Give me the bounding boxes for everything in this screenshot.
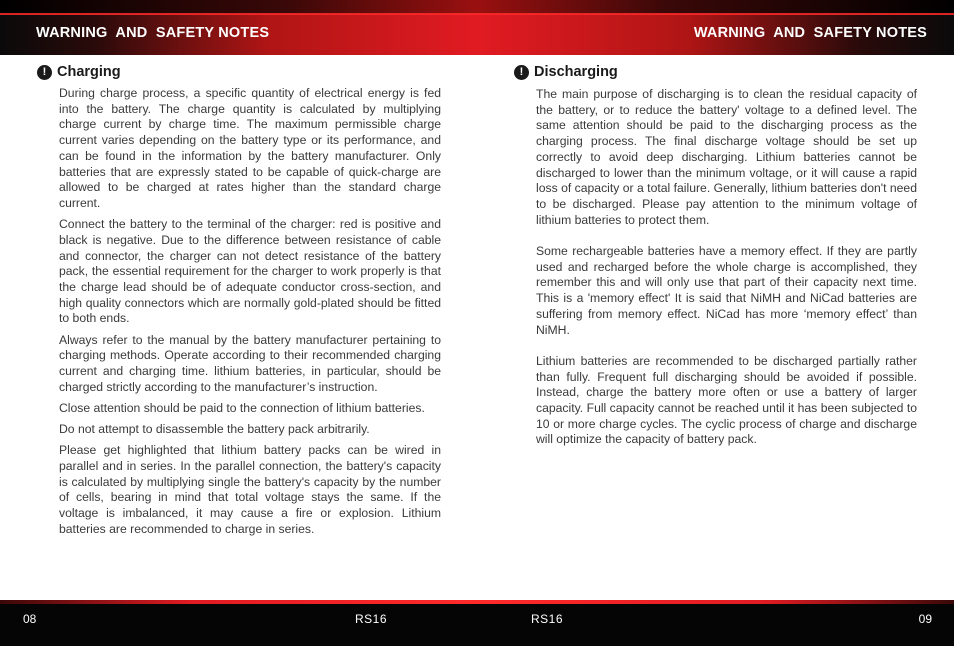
page-header-banner [0,0,954,55]
charging-paragraph: Connect the battery to the terminal of the charger: red is positive and black is negative. Due to the difference between resistance of cable and connector, the charger can not detect resistance of the battery pack, the essential requirement for the charger to work properly is that the charge lead should be of adequate conductor cross-section, and high quality connectors which are normally gold-plated should be fitted to both ends. [59,217,441,326]
right-model-logo: RS16 [531,612,564,626]
discharging-section [536,87,917,464]
page-footer-banner [0,600,954,646]
discharging-paragraph: Lithium batteries are recommended to be discharged partially rather than fully. Frequent full discharging should be avoided if possible. Instead, charge the battery more often or use a battery of larger capacity. Full capacity cannot be reached until it has been subjected to 10 or more charge cycles. The cyclic process of charge and discharge will optimize the capacity of battery pack. [536,353,917,447]
discharging-paragraph: Some rechargeable batteries have a memory effect. If they are partly used and recharged before the whole charge is accomplished, they remember this and will only use that part of their capacity next time. This is a 'memory effect' It is said that NiMH and NiCad batteries are suffering from memory effect. NiCad has more ‘memory effect’ than NiMH. [536,244,917,337]
charging-section [59,86,441,543]
charging-paragraph: Close attention should be paid to the connection of lithium batteries. [59,400,425,415]
left-model-logo: RS16 [355,612,388,626]
left-page-title: WARNING AND SAFETY NOTES [36,25,270,41]
charging-paragraph: Always refer to the manual by the battery manufacturer pertaining to charging methods. Operate according to their recommended charging current and charging time. lithium batteries, in particular, should be charged strictly according to the manufacturer’s instruction. [59,332,441,394]
charging-heading-label: Charging [57,64,121,80]
charging-paragraph: Do not attempt to disassemble the battery pack arbitrarily. [59,422,370,437]
charging-paragraph: Please get highlighted that lithium battery packs can be wired in parallel and in series. In the parallel connection, the battery's capacity is calculated by multiplying single the battery's capacity by the number of cells, bearing in mind that total voltage stays the same. If the voltage is imbalanced, it may cause a fire or explosion. Lithium batteries are recommended to charge in series. [59,443,441,536]
exclamation-circle-icon: ! [37,65,52,80]
right-page-number: 09 [918,612,932,626]
exclamation-circle-icon: ! [514,65,529,80]
charging-paragraph: During charge process, a specific quantity of electrical energy is fed into the battery. The charge quantity is calculated by multiplying charge current by charge time. The maximum permissible charge current varies depending on the battery type or its performance, and can be found in the information by the battery manufacturer. Only batteries that are expressly stated to be capable of quick-charge are allowed to be charged at rates higher than the standard charge current. [59,86,441,210]
charging-heading [37,64,121,80]
right-page-title: WARNING AND SAFETY NOTES [693,25,927,41]
left-page-number: 08 [23,612,37,626]
discharging-heading-label: Discharging [534,64,618,80]
discharging-paragraph: The main purpose of discharging is to clean the residual capacity of the battery, or to reduce the battery' voltage to a defined level. The same attention should be paid to the discharging process as the charging process. The final discharge voltage should be set up correctly to avoid deep discharging. Lithium batteries cannot be discharged to lower than the minimum voltage, or it will cause a rapid loss of capacity or a total failure. Generally, lithium batteries don't need to be discharged. Please pay attention to the minimum voltage of lithium batteries to protect them. [536,87,917,227]
discharging-heading [514,64,618,80]
